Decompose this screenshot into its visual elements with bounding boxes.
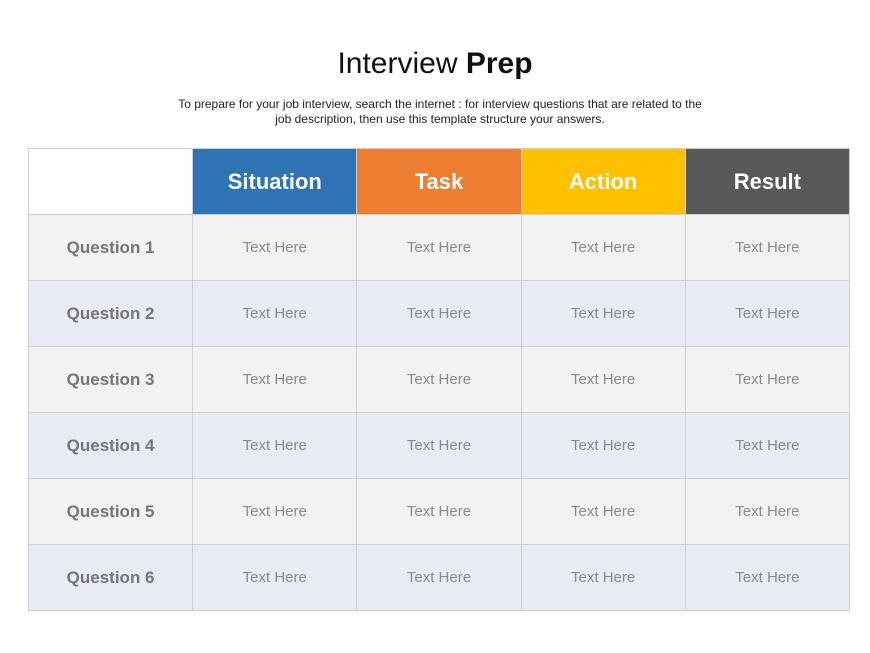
header-corner-cell [29,149,193,215]
page-title [0,44,870,84]
row-label: Question 3 [29,347,193,413]
table-cell[interactable]: Text Here [193,479,357,545]
table-cell[interactable]: Text Here [521,281,685,347]
row-label: Question 1 [29,215,193,281]
column-header-result: Result [685,149,849,215]
star-table [28,148,850,611]
table-cell[interactable]: Text Here [193,347,357,413]
table-row [29,413,850,479]
subtitle-line-1: To prepare for your job interview, search the internet : for interview questions that are related to the [178,97,702,111]
table-cell[interactable]: Text Here [357,281,521,347]
table-cell[interactable]: Text Here [521,413,685,479]
column-header-situation: Situation [193,149,357,215]
page-subtitle [120,97,760,127]
table-cell[interactable]: Text Here [193,545,357,611]
table-cell[interactable]: Text Here [193,413,357,479]
header-row [29,149,850,215]
row-label: Question 2 [29,281,193,347]
table-cell[interactable]: Text Here [521,215,685,281]
column-header-action: Action [521,149,685,215]
table-cell[interactable]: Text Here [685,479,849,545]
row-label: Question 6 [29,545,193,611]
row-label: Question 4 [29,413,193,479]
table-cell[interactable]: Text Here [685,215,849,281]
table-cell[interactable]: Text Here [685,545,849,611]
table-row [29,281,850,347]
table-row [29,545,850,611]
table-cell[interactable]: Text Here [685,413,849,479]
table-cell[interactable]: Text Here [685,347,849,413]
table-cell[interactable]: Text Here [357,479,521,545]
title-regular: Interview [337,47,466,80]
table-cell[interactable]: Text Here [521,479,685,545]
table-cell[interactable]: Text Here [193,215,357,281]
table-cell[interactable]: Text Here [193,281,357,347]
title-bold: Prep [465,47,533,80]
table-cell[interactable]: Text Here [521,545,685,611]
table-cell[interactable]: Text Here [521,347,685,413]
table-row [29,347,850,413]
table-cell[interactable]: Text Here [357,545,521,611]
table-cell[interactable]: Text Here [357,413,521,479]
table-row [29,215,850,281]
table-cell[interactable]: Text Here [357,347,521,413]
column-header-task: Task [357,149,521,215]
table-cell[interactable]: Text Here [685,281,849,347]
table-cell[interactable]: Text Here [357,215,521,281]
table-row [29,479,850,545]
row-label: Question 5 [29,479,193,545]
subtitle-line-2: job description, then use this template structure your answers. [275,112,605,126]
